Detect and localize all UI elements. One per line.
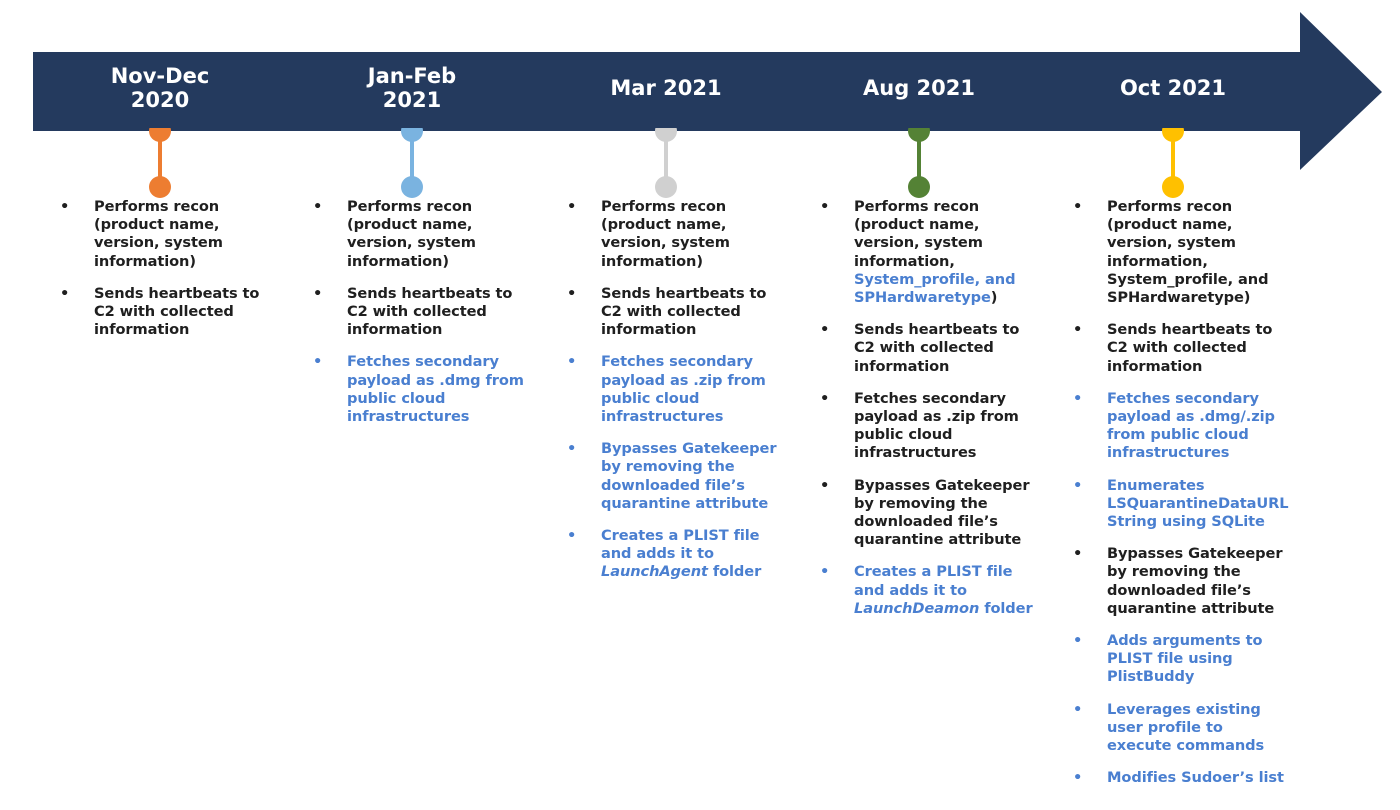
bullet-dot-icon: • — [567, 353, 577, 371]
activity-text: Sends heartbeats to C2 with collected information — [854, 321, 1020, 375]
activity-item — [565, 285, 785, 340]
period-bullet-list — [311, 198, 531, 440]
milestone-dot-bottom — [655, 176, 677, 198]
milestone-dot-bottom — [149, 176, 171, 198]
activity-text: Sends heartbeats to C2 with collected information — [347, 284, 513, 339]
bullet-dot-icon: • — [60, 284, 70, 302]
bullet-dot-icon: • — [1073, 476, 1083, 494]
period-label: Oct 2021 — [1119, 76, 1227, 100]
milestone-marker — [1158, 128, 1188, 200]
milestone-marker — [397, 128, 427, 200]
period-bullet-list — [565, 198, 785, 596]
period-bullet-list — [1071, 198, 1291, 801]
activity-item — [818, 390, 1038, 463]
activity-text: Adds arguments to PLIST file using PlistBuddy — [1107, 632, 1263, 686]
bullet-dot-icon: • — [567, 198, 577, 215]
activity-text: Sends heartbeats to C2 with collected information — [601, 284, 767, 339]
activity-item — [1071, 632, 1291, 687]
bullet-dot-icon: • — [60, 198, 70, 215]
activity-text: Leverages existing user profile to execute commands — [1107, 700, 1265, 755]
activity-item — [1071, 321, 1291, 376]
activity-item — [58, 198, 278, 271]
highlighted-term: System_profile, and SPHardwaretype — [854, 270, 1016, 307]
activity-item — [1071, 477, 1291, 532]
milestone-dot-top — [908, 128, 930, 142]
activity-text: Sends heartbeats to C2 with collected information — [94, 284, 260, 339]
activity-item — [565, 198, 785, 271]
bullet-dot-icon: • — [1073, 389, 1083, 407]
activity-text: Bypasses Gatekeeper by removing the downloaded file’s quarantine attribute — [601, 440, 777, 512]
activity-item — [818, 321, 1038, 376]
activity-text: Performs recon (product name, version, system information, System_profile, and SPHardwaretype) — [1107, 198, 1269, 307]
activity-text: Sends heartbeats to C2 with collected information — [1107, 321, 1273, 375]
bullet-dot-icon: • — [313, 353, 323, 371]
bullet-dot-icon: • — [1073, 700, 1083, 718]
activity-text: Fetches secondary payload as .dmg from public cloud infrastructures — [347, 353, 524, 426]
italic-term: LaunchAgent — [601, 563, 708, 581]
activity-item — [1071, 701, 1291, 756]
activity-text: Performs recon (product name, version, system information, System_profile, and SPHardwaretype) — [854, 198, 1016, 307]
activity-text: Creates a PLIST file and adds it to LaunchDeamon folder — [854, 563, 1033, 617]
activity-item — [565, 353, 785, 426]
bullet-dot-icon: • — [313, 198, 323, 215]
activity-item — [565, 527, 785, 582]
milestone-dot-top — [401, 128, 423, 142]
bullet-dot-icon: • — [567, 440, 577, 458]
activity-text: Performs recon (product name, version, system information) — [347, 198, 476, 270]
activity-text: Bypasses Gatekeeper by removing the downloaded file’s quarantine attribute — [854, 476, 1030, 549]
period-bullet-list — [58, 198, 278, 353]
bullet-dot-icon: • — [820, 563, 830, 581]
activity-text: Fetches secondary payload as .zip from public cloud infrastructures — [854, 389, 1019, 462]
activity-text: Performs recon (product name, version, system information) — [94, 198, 223, 270]
bullet-dot-icon: • — [1073, 545, 1083, 563]
bullet-dot-icon: • — [820, 198, 830, 215]
activity-item — [58, 285, 278, 340]
period-label: Jan-Feb 2021 — [367, 64, 457, 112]
milestone-dot-bottom — [401, 176, 423, 198]
bullet-dot-icon: • — [313, 284, 323, 302]
activity-text: Performs recon (product name, version, system information) — [601, 198, 730, 270]
bullet-dot-icon: • — [1073, 632, 1083, 650]
activity-text: Fetches secondary payload as .dmg/.zip from public cloud infrastructures — [1107, 389, 1275, 462]
activity-text: Fetches secondary payload as .zip from public cloud infrastructures — [601, 353, 766, 426]
activity-item — [1071, 198, 1291, 307]
activity-text: Enumerates LSQuarantineDataURL String using SQLite — [1107, 476, 1289, 531]
activity-item — [565, 440, 785, 513]
activity-item — [311, 198, 531, 271]
milestone-dot-bottom — [1162, 176, 1184, 198]
milestone-dot-top — [1162, 128, 1184, 142]
milestone-marker — [904, 128, 934, 200]
activity-item — [1071, 545, 1291, 618]
italic-term: LaunchDeamon — [854, 599, 980, 617]
bullet-dot-icon: • — [1073, 321, 1083, 339]
bullet-dot-icon: • — [820, 389, 830, 407]
activity-item — [818, 198, 1038, 307]
milestone-dot-top — [655, 128, 677, 142]
milestone-marker — [145, 128, 175, 200]
period-label: Nov-Dec 2020 — [110, 64, 210, 112]
milestone-marker — [651, 128, 681, 200]
activity-item — [1071, 769, 1291, 787]
activity-item — [1071, 390, 1291, 463]
bullet-dot-icon: • — [820, 476, 830, 494]
activity-item — [818, 563, 1038, 618]
bullet-dot-icon: • — [820, 321, 830, 339]
activity-item — [311, 353, 531, 426]
activity-text: Modifies Sudoer’s list — [1107, 769, 1284, 787]
activity-text: Creates a PLIST file and adds it to LaunchAgent folder — [601, 527, 762, 581]
milestone-dot-top — [149, 128, 171, 142]
period-bullet-list — [818, 198, 1038, 632]
bullet-dot-icon: • — [567, 527, 577, 545]
period-label: Mar 2021 — [610, 76, 722, 100]
activity-text: Bypasses Gatekeeper by removing the downloaded file’s quarantine attribute — [1107, 545, 1283, 617]
bullet-dot-icon: • — [1073, 198, 1083, 215]
bullet-dot-icon: • — [1073, 769, 1083, 787]
period-label: Aug 2021 — [863, 76, 975, 100]
milestone-dot-bottom — [908, 176, 930, 198]
bullet-dot-icon: • — [567, 284, 577, 302]
activity-item — [818, 477, 1038, 550]
activity-item — [311, 285, 531, 340]
